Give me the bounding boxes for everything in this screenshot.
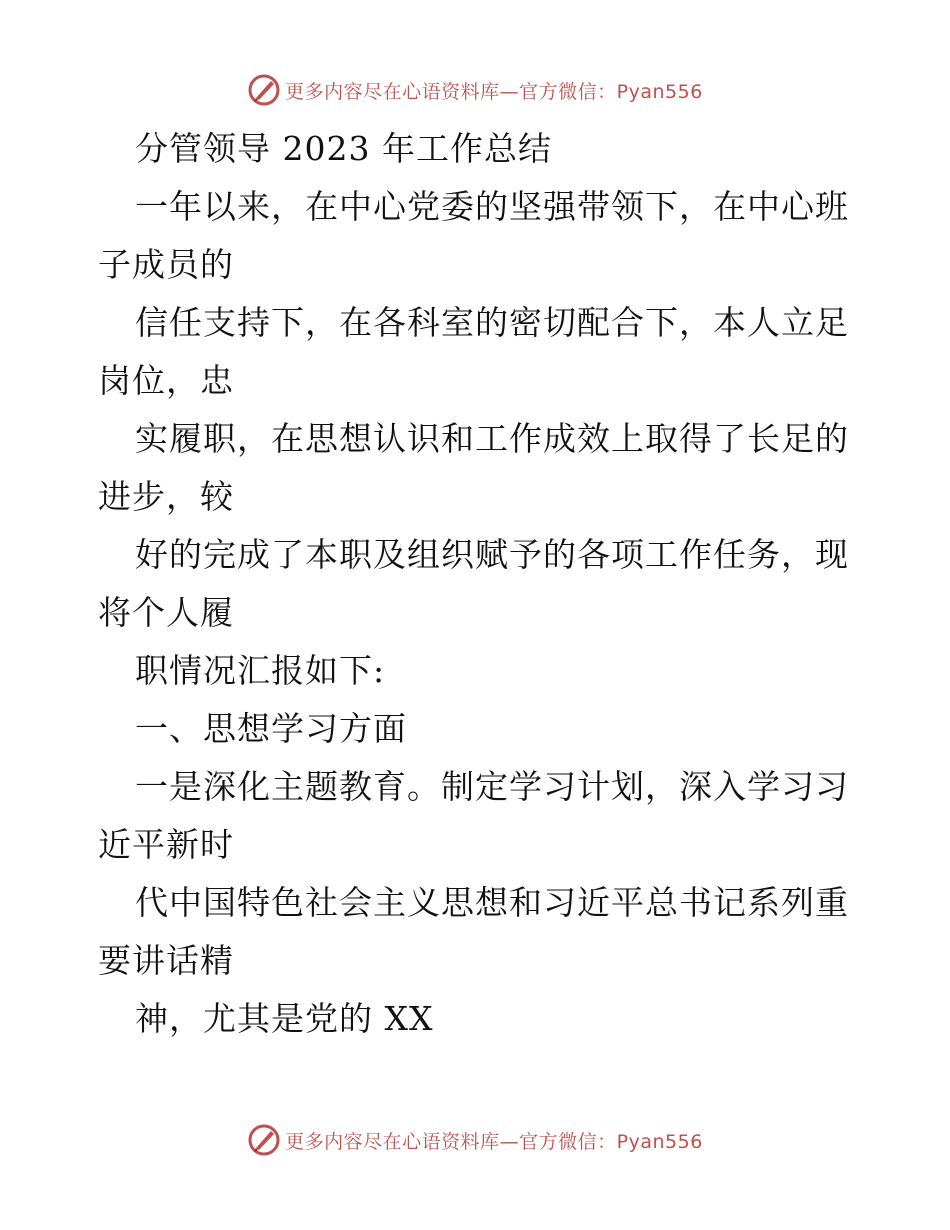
document-title: 分管领导 2023 年工作总结 <box>135 129 552 168</box>
paragraph-line: 进步，较 <box>98 477 234 516</box>
paragraph-line: 代中国特色社会主义思想和习近平总书记系列重 <box>135 883 849 922</box>
paragraph-line: 岗位，忠 <box>98 361 234 400</box>
paragraph-line: 近平新时 <box>98 825 234 864</box>
watermark-text: 更多内容尽在心语资料库—官方微信：Pyan556 <box>285 1130 703 1153</box>
paragraph-line: 好的完成了本职及组织赋予的各项工作任务，现 <box>135 535 849 574</box>
document-body <box>0 120 950 1048</box>
paragraph-line: 将个人履 <box>98 593 234 632</box>
paragraph-line: 一年以来，在中心党委的坚强带领下，在中心班 <box>135 187 849 226</box>
watermark-text: 更多内容尽在心语资料库—官方微信：Pyan556 <box>285 80 703 103</box>
paragraph-line: 神，尤其是党的 XX <box>135 999 434 1038</box>
paragraph-line: 子成员的 <box>98 245 234 284</box>
paragraph-line: 职情况汇报如下: <box>135 651 386 690</box>
paragraph-line: 信任支持下，在各科室的密切配合下，本人立足 <box>135 303 849 342</box>
quill-pen-logo-icon <box>247 1123 281 1157</box>
paragraph-line: 要讲话精 <box>98 941 234 980</box>
paragraph-line: 实履职，在思想认识和工作成效上取得了长足的 <box>135 419 849 458</box>
paragraph-line: 一是深化主题教育。制定学习计划，深入学习习 <box>135 767 849 806</box>
section-heading: 一、思想学习方面 <box>135 709 407 748</box>
watermark-header <box>0 70 950 110</box>
quill-pen-logo-icon <box>247 73 281 107</box>
watermark-footer <box>0 1120 950 1160</box>
